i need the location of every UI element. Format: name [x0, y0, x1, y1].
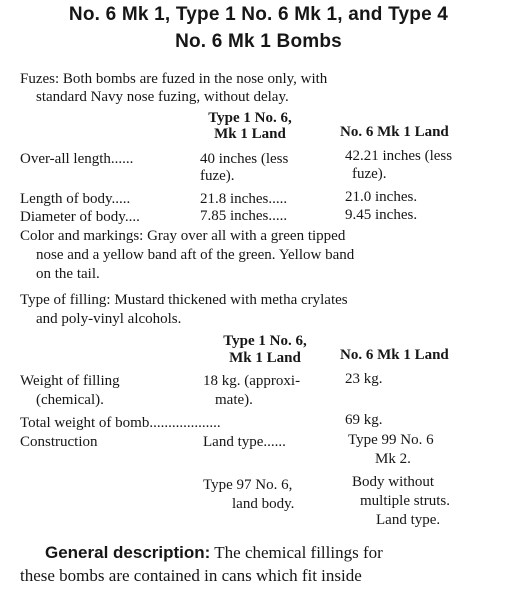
type97-col2-line2: multiple struts. — [360, 493, 450, 509]
overall-length-label: Over-all length...... — [20, 151, 134, 167]
total-weight-col2: 69 kg. — [345, 412, 383, 428]
general-description-label: General description: — [45, 543, 211, 562]
overall-length-col1-line2: fuze). — [200, 168, 235, 184]
table2-col2-header: No. 6 Mk 1 Land — [340, 347, 449, 363]
total-weight-label: Total weight of bomb................... — [20, 415, 221, 431]
fuzes-text-line2: standard Navy nose fuzing, without delay. — [36, 89, 289, 105]
type97-col1-line2: land body. — [232, 496, 295, 512]
construction-label: Construction — [20, 434, 98, 450]
filling-type-line2: and poly-vinyl alcohols. — [36, 311, 182, 327]
table2-col1-header-line1: Type 1 No. 6, — [223, 333, 307, 349]
document-title-line1: No. 6 Mk 1, Type 1 No. 6 Mk 1, and Type 4 — [68, 4, 449, 25]
diameter-col2: 9.45 inches. — [345, 207, 418, 223]
general-description-text-line1: The chemical fillings for — [210, 543, 383, 562]
body-length-col2: 21.0 inches. — [345, 189, 418, 205]
weight-filling-col1-line2: mate). — [215, 392, 253, 408]
table2-col1-header-line2: Mk 1 Land — [229, 350, 301, 366]
general-description-line1 — [45, 543, 383, 563]
weight-filling-label-line1: Weight of filling — [20, 373, 120, 389]
construction-col2-line1: Type 99 No. 6 — [348, 432, 434, 448]
weight-filling-label-line2: (chemical). — [36, 392, 104, 408]
body-length-label: Length of body..... — [20, 191, 131, 207]
table1-col2-header: No. 6 Mk 1 Land — [340, 124, 449, 140]
overall-length-col2-line2: fuze). — [352, 166, 387, 182]
document-title-line2: No. 6 Mk 1 Bombs — [175, 31, 342, 52]
overall-length-col1-line1: 40 inches (less — [200, 151, 289, 167]
general-description-text-line2: these bombs are contained in cans which fit inside — [20, 566, 362, 585]
weight-filling-col2: 23 kg. — [345, 371, 383, 387]
table1-col1-header-line1: Type 1 No. 6, — [208, 110, 292, 126]
color-markings-line1: Color and markings: Gray over all with a green tipped — [20, 228, 346, 244]
color-markings-line2: nose and a yellow band aft of the green. Yellow band — [36, 247, 355, 263]
type97-col2-line3: Land type. — [376, 512, 441, 528]
diameter-label: Diameter of body.... — [20, 209, 140, 225]
type97-col1-line1: Type 97 No. 6, — [203, 477, 293, 493]
type97-col2-line1: Body without — [352, 474, 435, 490]
diameter-col1: 7.85 inches..... — [200, 208, 288, 224]
fuzes-text-line1: Fuzes: Both bombs are fuzed in the nose only, with — [20, 71, 328, 87]
construction-col2-line2: Mk 2. — [375, 451, 411, 467]
weight-filling-col1-line1: 18 kg. (approxi- — [203, 373, 301, 389]
table1-col1-header-line2: Mk 1 Land — [214, 126, 286, 142]
filling-type-line1: Type of filling: Mustard thickened with metha crylates — [20, 292, 348, 308]
overall-length-col2-line1: 42.21 inches (less — [345, 148, 453, 164]
construction-col1: Land type...... — [203, 434, 286, 450]
color-markings-line3: on the tail. — [36, 266, 100, 282]
body-length-col1: 21.8 inches..... — [200, 191, 288, 207]
